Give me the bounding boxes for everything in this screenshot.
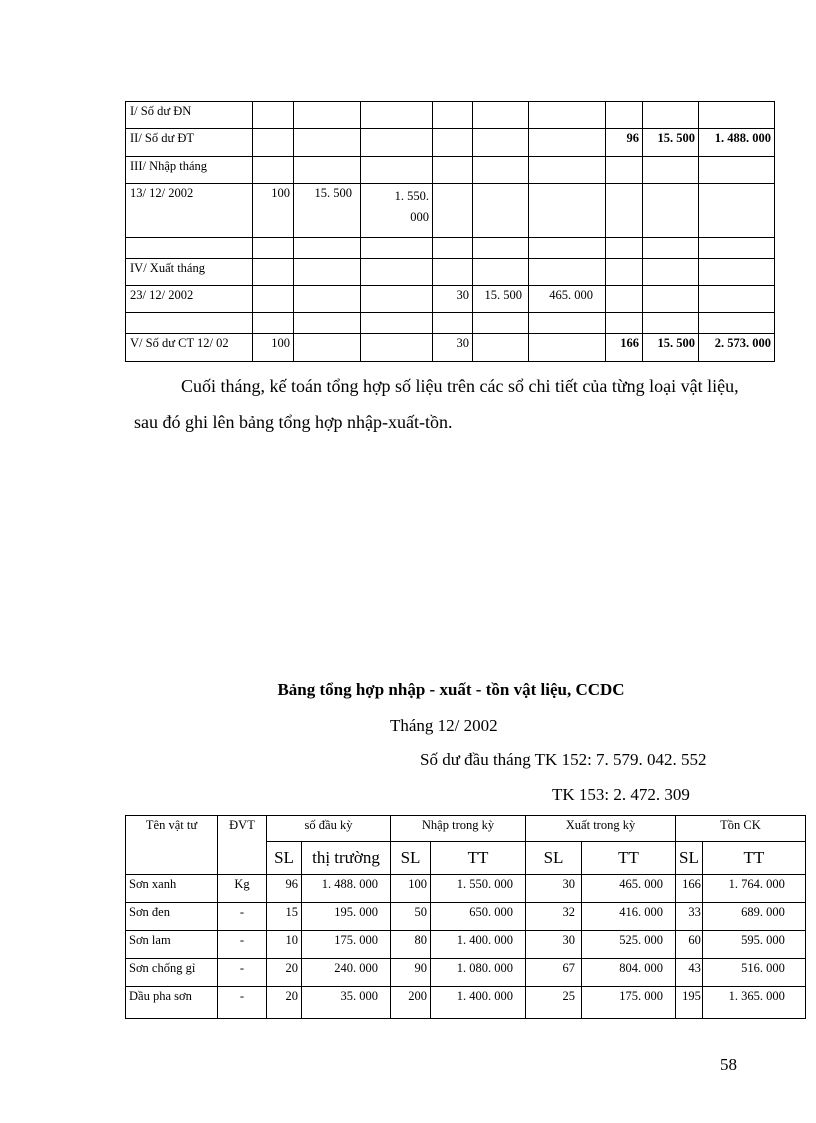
opening-qty: 10 [267, 931, 302, 959]
summary-month: Tháng 12/ 2002 [390, 716, 498, 735]
item-unit: - [218, 987, 267, 1019]
ledger-cell: 15. 500 [643, 334, 699, 362]
table-row [126, 903, 806, 931]
opening-qty: 96 [267, 875, 302, 903]
ledger-cell: 96 [606, 129, 643, 157]
import-value: 1. 400. 000 [431, 931, 526, 959]
paragraph-line: sau đó ghi lên bảng tổng hợp nhập-xuất-tồn. [134, 412, 453, 432]
subheader-tt: TT [702, 842, 805, 875]
closing-qty: 33 [676, 903, 703, 931]
export-value: 465. 000 [582, 875, 676, 903]
subheader-sl: SL [391, 842, 431, 875]
import-qty: 200 [391, 987, 431, 1019]
ledger-label: 23/ 12/ 2002 [126, 286, 253, 313]
ledger-cell: 1. 488. 000 [699, 129, 775, 157]
item-unit: - [218, 931, 267, 959]
item-name: Sơn xanh [126, 875, 218, 903]
ledger-cell: 100 [253, 334, 294, 362]
opening-balance-153: TK 153: 2. 472. 309 [552, 785, 690, 804]
table-row [126, 959, 806, 987]
opening-qty: 15 [267, 903, 302, 931]
opening-balance-152: Số dư đầu tháng TK 152: 7. 579. 042. 552 [420, 750, 707, 769]
ledger-cell-part: 1. 550. [394, 189, 429, 203]
summary-header-row [126, 816, 806, 842]
closing-qty: 43 [676, 959, 703, 987]
header-closing: Tồn CK [676, 816, 806, 842]
ledger-row [126, 334, 775, 362]
ledger-row [126, 238, 775, 259]
opening-value: 195. 000 [302, 903, 391, 931]
opening-value: 1. 488. 000 [302, 875, 391, 903]
ledger-label: II/ Số dư ĐT [126, 129, 253, 157]
item-unit: Kg [218, 875, 267, 903]
subheader-tt: TT [431, 842, 526, 875]
item-unit: - [218, 959, 267, 987]
import-value: 1. 080. 000 [431, 959, 526, 987]
paragraph-line: Cuối tháng, kế toán tổng hợp số liệu trên các sổ chi tiết của từng loại vật liệu, [181, 376, 739, 396]
subheader-market: thị trường [302, 842, 391, 875]
opening-value: 175. 000 [302, 931, 391, 959]
ledger-row [126, 259, 775, 286]
ledger-label: V/ Số dư CT 12/ 02 [126, 334, 253, 362]
ledger-cell: 465. 000 [529, 286, 606, 313]
ledger-cell: 166 [606, 334, 643, 362]
ledger-cell: 30 [433, 286, 473, 313]
item-name: Sơn lam [126, 931, 218, 959]
opening-value: 240. 000 [302, 959, 391, 987]
ledger-label: 13/ 12/ 2002 [126, 184, 253, 238]
header-name: Tên vật tư [126, 816, 218, 875]
ledger-cell: 15. 500 [294, 184, 361, 238]
export-value: 175. 000 [582, 987, 676, 1019]
ledger-cell: 2. 573. 000 [699, 334, 775, 362]
subheader-sl: SL [267, 842, 302, 875]
summary-title: Bảng tổng hợp nhập - xuất - tồn vật liệu, CCDC [277, 680, 625, 699]
header-export: Xuất trong kỳ [526, 816, 676, 842]
export-qty: 25 [526, 987, 582, 1019]
ledger-row [126, 157, 775, 184]
export-value: 804. 000 [582, 959, 676, 987]
opening-value: 35. 000 [302, 987, 391, 1019]
header-unit: ĐVT [218, 816, 267, 875]
import-qty: 50 [391, 903, 431, 931]
ledger-row [126, 313, 775, 334]
ledger-cell: 100 [253, 184, 294, 238]
closing-value: 689. 000 [702, 903, 805, 931]
closing-value: 595. 000 [702, 931, 805, 959]
body-paragraph [134, 368, 776, 440]
closing-value: 516. 000 [702, 959, 805, 987]
import-qty: 80 [391, 931, 431, 959]
item-name: Sơn chống gỉ [126, 959, 218, 987]
table-row [126, 987, 806, 1019]
ledger-row [126, 102, 775, 129]
import-value: 1. 550. 000 [431, 875, 526, 903]
export-qty: 30 [526, 931, 582, 959]
opening-qty: 20 [267, 959, 302, 987]
subheader-sl: SL [526, 842, 582, 875]
export-value: 525. 000 [582, 931, 676, 959]
ledger-row [126, 184, 775, 238]
ledger-cell [361, 184, 433, 238]
ledger-row [126, 129, 775, 157]
ledger-cell-part: 000 [410, 210, 429, 224]
import-value: 1. 400. 000 [431, 987, 526, 1019]
ledger-table [125, 101, 775, 362]
item-unit: - [218, 903, 267, 931]
table-row [126, 875, 806, 903]
ledger-label: IV/ Xuất tháng [126, 259, 253, 286]
page-number: 58 [720, 1055, 737, 1074]
import-qty: 90 [391, 959, 431, 987]
ledger-row [126, 286, 775, 313]
export-qty: 32 [526, 903, 582, 931]
import-qty: 100 [391, 875, 431, 903]
table-row [126, 931, 806, 959]
ledger-label: III/ Nhập tháng [126, 157, 253, 184]
item-name: Sơn đen [126, 903, 218, 931]
subheader-sl: SL [676, 842, 703, 875]
export-qty: 67 [526, 959, 582, 987]
export-value: 416. 000 [582, 903, 676, 931]
ledger-cell: 30 [433, 334, 473, 362]
closing-qty: 166 [676, 875, 703, 903]
ledger-cell: 15. 500 [473, 286, 529, 313]
opening-qty: 20 [267, 987, 302, 1019]
closing-qty: 60 [676, 931, 703, 959]
export-qty: 30 [526, 875, 582, 903]
closing-value: 1. 365. 000 [702, 987, 805, 1019]
ledger-cell: 15. 500 [643, 129, 699, 157]
item-name: Dầu pha sơn [126, 987, 218, 1019]
ledger-label: I/ Số dư ĐN [126, 102, 253, 129]
summary-table [125, 815, 806, 1019]
closing-qty: 195 [676, 987, 703, 1019]
subheader-tt: TT [582, 842, 676, 875]
header-opening: số đầu kỳ [267, 816, 391, 842]
header-import: Nhập trong kỳ [391, 816, 526, 842]
closing-value: 1. 764. 000 [702, 875, 805, 903]
import-value: 650. 000 [431, 903, 526, 931]
